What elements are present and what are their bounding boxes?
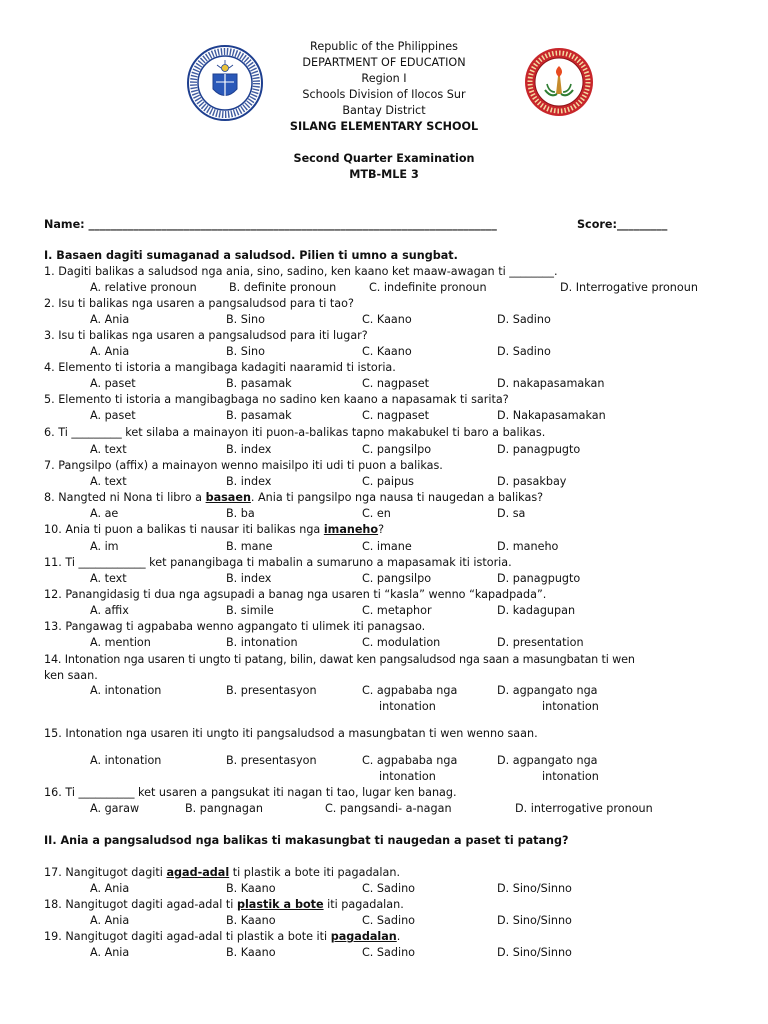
q14-choice-d[interactable]: D. agpangato nga	[497, 684, 598, 697]
q8-choice-c[interactable]: C. en	[362, 507, 391, 520]
q10-choice-b[interactable]: B. mane	[226, 540, 273, 553]
q17-choice-b[interactable]: B. Kaano	[226, 882, 276, 895]
q2-choice-a[interactable]: A. Ania	[90, 313, 130, 326]
q17-choice-a[interactable]: A. Ania	[90, 882, 130, 895]
q3-choice-d[interactable]: D. Sadino	[497, 345, 551, 358]
q19-choice-b[interactable]: B. Kaano	[226, 946, 276, 959]
q11-choice-c[interactable]: C. pangsilpo	[362, 572, 432, 585]
question-1: 1. Dagiti balikas a saludsod nga ania, sino, sadino, ken kaano ket maaw-awagan ti ________.	[44, 265, 558, 278]
q10-text-pre: 10. Ania ti puon a balikas ti nausar iti balikas nga	[44, 523, 324, 536]
q7-choice-b[interactable]: B. index	[226, 475, 272, 488]
q10-underlined-word: imaneho	[323, 523, 379, 536]
q19-choice-d[interactable]: D. Sino/Sinno	[497, 946, 572, 959]
q18-underlined-word: plastik a bote	[236, 898, 324, 911]
q12-choice-b[interactable]: B. simile	[226, 604, 274, 617]
header-region: Region I	[361, 72, 407, 85]
q8-choice-d[interactable]: D. sa	[497, 507, 526, 520]
q12-choice-a[interactable]: A. affix	[90, 604, 129, 617]
q15-choice-d-cont: intonation	[542, 770, 599, 783]
q18-text-pre: 18. Nangitugot dagiti agad-adal ti	[44, 898, 237, 911]
q16-choice-b[interactable]: B. pangnagan	[185, 802, 263, 815]
q14-choice-b[interactable]: B. presentasyon	[226, 684, 317, 697]
q12-choice-c[interactable]: C. metaphor	[362, 604, 432, 617]
header-republic: Republic of the Philippines	[310, 40, 458, 53]
q19-choice-a[interactable]: A. Ania	[90, 946, 130, 959]
q12-choice-d[interactable]: D. kadagupan	[497, 604, 576, 617]
q18-text-post: iti pagadalan.	[323, 898, 404, 911]
q15-choice-c-cont: intonation	[379, 770, 436, 783]
q5-choice-a[interactable]: A. paset	[90, 409, 136, 422]
q5-choice-b[interactable]: B. pasamak	[226, 409, 292, 422]
question-3: 3. Isu ti balikas nga usaren a pangsaludsod para iti lugar?	[44, 329, 368, 342]
q3-choice-c[interactable]: C. Kaano	[362, 345, 412, 358]
q17-choice-c[interactable]: C. Sadino	[362, 882, 416, 895]
q19-text-pre: 19. Nangitugot dagiti agad-adal ti plastik a bote iti	[44, 930, 331, 943]
q2-choice-c[interactable]: C. Kaano	[362, 313, 412, 326]
q19-underlined-word: pagadalan	[330, 930, 397, 943]
q16-choice-d[interactable]: D. interrogative pronoun	[515, 802, 653, 815]
q17-text-pre: 17. Nangitugot dagiti	[44, 866, 167, 879]
q19-choice-c[interactable]: C. Sadino	[362, 946, 416, 959]
q3-choice-b[interactable]: B. Sino	[226, 345, 265, 358]
q17-text-post: ti plastik a bote iti pagadalan.	[229, 866, 401, 879]
q16-choice-a[interactable]: A. garaw	[90, 802, 140, 815]
q15-choice-b[interactable]: B. presentasyon	[226, 754, 317, 767]
exam-title: Second Quarter Examination	[293, 152, 475, 165]
question-10	[44, 523, 384, 536]
score-field[interactable]: Score:_________	[577, 218, 668, 231]
q13-choice-c[interactable]: C. modulation	[362, 636, 441, 649]
q10-choice-d[interactable]: D. maneho	[497, 540, 559, 553]
q14-choice-a[interactable]: A. intonation	[90, 684, 162, 697]
q8-choice-b[interactable]: B. ba	[226, 507, 255, 520]
q1-choice-a[interactable]: A. relative pronoun	[90, 281, 197, 294]
q4-choice-b[interactable]: B. pasamak	[226, 377, 292, 390]
question-8	[44, 491, 543, 504]
q10-choice-c[interactable]: C. imane	[362, 540, 412, 553]
q4-choice-a[interactable]: A. paset	[90, 377, 136, 390]
q5-choice-c[interactable]: C. nagpaset	[362, 409, 430, 422]
q11-choice-d[interactable]: D. panagpugto	[497, 572, 581, 585]
q14-choice-c-cont: intonation	[379, 700, 436, 713]
q19-text-post: .	[396, 930, 401, 943]
question-18	[44, 898, 404, 911]
q17-choice-d[interactable]: D. Sino/Sinno	[497, 882, 572, 895]
question-11: 11. Ti ____________ ket panangibaga ti mabalin a sumaruno a mapasamak iti istoria.	[44, 556, 512, 569]
section2-instruction: II. Ania a pangsaludsod nga balikas ti makasungbat ti naugedan a paset ti patang?	[44, 834, 569, 847]
school-name: SILANG ELEMENTARY SCHOOL	[289, 120, 479, 133]
header-division: Schools Division of Ilocos Sur	[302, 88, 466, 101]
question-5: 5. Elemento ti istoria a mangibagbaga no sadino ken kaano a napasamak ti sarita?	[44, 393, 509, 406]
subject-title: MTB-MLE 3	[349, 168, 419, 181]
question-7: 7. Pangsilpo (affix) a mainayon wenno maisilpo iti udi ti puon a balikas.	[44, 459, 443, 472]
q18-choice-b[interactable]: B. Kaano	[226, 914, 276, 927]
q14-choice-d-cont: intonation	[542, 700, 599, 713]
name-field[interactable]: Name: _________________________________________________________________________	[44, 218, 497, 231]
q18-choice-c[interactable]: C. Sadino	[362, 914, 416, 927]
question-12: 12. Panangidasig ti dua nga agsupadi a banag nga usaren ti “kasla” wenno “kapadpada”.	[44, 588, 547, 601]
question-13: 13. Pangawag ti agpababa wenno agpangato ti ulimek iti panagsao.	[44, 620, 426, 633]
q3-choice-a[interactable]: A. Ania	[90, 345, 130, 358]
q11-choice-a[interactable]: A. text	[90, 572, 127, 585]
q4-choice-d[interactable]: D. nakapasamakan	[497, 377, 605, 390]
q18-choice-d[interactable]: D. Sino/Sinno	[497, 914, 572, 927]
q6-choice-d[interactable]: D. panagpugto	[497, 443, 581, 456]
q6-choice-a[interactable]: A. text	[90, 443, 127, 456]
q5-choice-d[interactable]: D. Nakapasamakan	[497, 409, 606, 422]
question-16: 16. Ti __________ ket usaren a pangsukat iti nagan ti tao, lugar ken banag.	[44, 786, 457, 799]
q1-choice-c[interactable]: C. indefinite pronoun	[369, 281, 487, 294]
q14-choice-c[interactable]: C. agpababa nga	[362, 684, 458, 697]
q16-choice-c[interactable]: C. pangsandi- a-nagan	[325, 802, 452, 815]
q2-choice-b[interactable]: B. Sino	[226, 313, 265, 326]
section1-instruction: I. Basaen dagiti sumaganad a saludsod. Pilien ti umno a sungbat.	[44, 249, 458, 262]
q10-choice-a[interactable]: A. im	[90, 540, 119, 553]
q18-choice-a[interactable]: A. Ania	[90, 914, 130, 927]
q10-text-post: ?	[378, 523, 385, 536]
q13-choice-a[interactable]: A. mention	[90, 636, 151, 649]
q8-text-pre: 8. Nangted ni Nona ti libro a	[44, 491, 206, 504]
q7-choice-d[interactable]: D. pasakbay	[497, 475, 567, 488]
question-4: 4. Elemento ti istoria a mangibaga kadagiti naaramid ti istoria.	[44, 361, 396, 374]
q8-choice-a[interactable]: A. ae	[90, 507, 119, 520]
q6-choice-c[interactable]: C. pangsilpo	[362, 443, 432, 456]
q11-choice-b[interactable]: B. index	[226, 572, 272, 585]
q1-choice-d[interactable]: D. Interrogative pronoun	[560, 281, 698, 294]
q15-choice-c[interactable]: C. agpababa nga	[362, 754, 458, 767]
q13-choice-b[interactable]: B. intonation	[226, 636, 298, 649]
header-department: DEPARTMENT OF EDUCATION	[302, 56, 466, 69]
q1-choice-b[interactable]: B. definite pronoun	[229, 281, 337, 294]
question-6: 6. Ti _________ ket silaba a mainayon iti puon-a-balikas tapno makabukel ti baro a balikas.	[44, 426, 546, 439]
header-district: Bantay District	[342, 104, 426, 117]
q8-underlined-word: basaen	[205, 491, 251, 504]
q17-underlined-word: agad-adal	[166, 866, 230, 879]
q7-choice-a[interactable]: A. text	[90, 475, 127, 488]
q13-choice-d[interactable]: D. presentation	[497, 636, 584, 649]
question-19	[44, 930, 400, 943]
q8-text-post: . Ania ti pangsilpo nga nausa ti naugedan a balikas?	[250, 491, 544, 504]
q4-choice-c[interactable]: C. nagpaset	[362, 377, 430, 390]
q15-choice-d[interactable]: D. agpangato nga	[497, 754, 598, 767]
q15-choice-a[interactable]: A. intonation	[90, 754, 162, 767]
question-14-line2: ken saan.	[44, 669, 98, 682]
q7-choice-c[interactable]: C. paipus	[362, 475, 415, 488]
question-2: 2. Isu ti balikas nga usaren a pangsaludsod para ti tao?	[44, 297, 354, 310]
question-17	[44, 866, 400, 879]
q2-choice-d[interactable]: D. Sadino	[497, 313, 551, 326]
q6-choice-b[interactable]: B. index	[226, 443, 272, 456]
question-14-line1: 14. Intonation nga usaren ti ungto ti patang, bilin, dawat ken pangsaludsod nga saan a masungbatan ti wen	[44, 653, 635, 666]
question-15: 15. Intonation nga usaren iti ungto iti pangsaludsod a masungbatan ti wen wenno saan.	[44, 727, 538, 740]
